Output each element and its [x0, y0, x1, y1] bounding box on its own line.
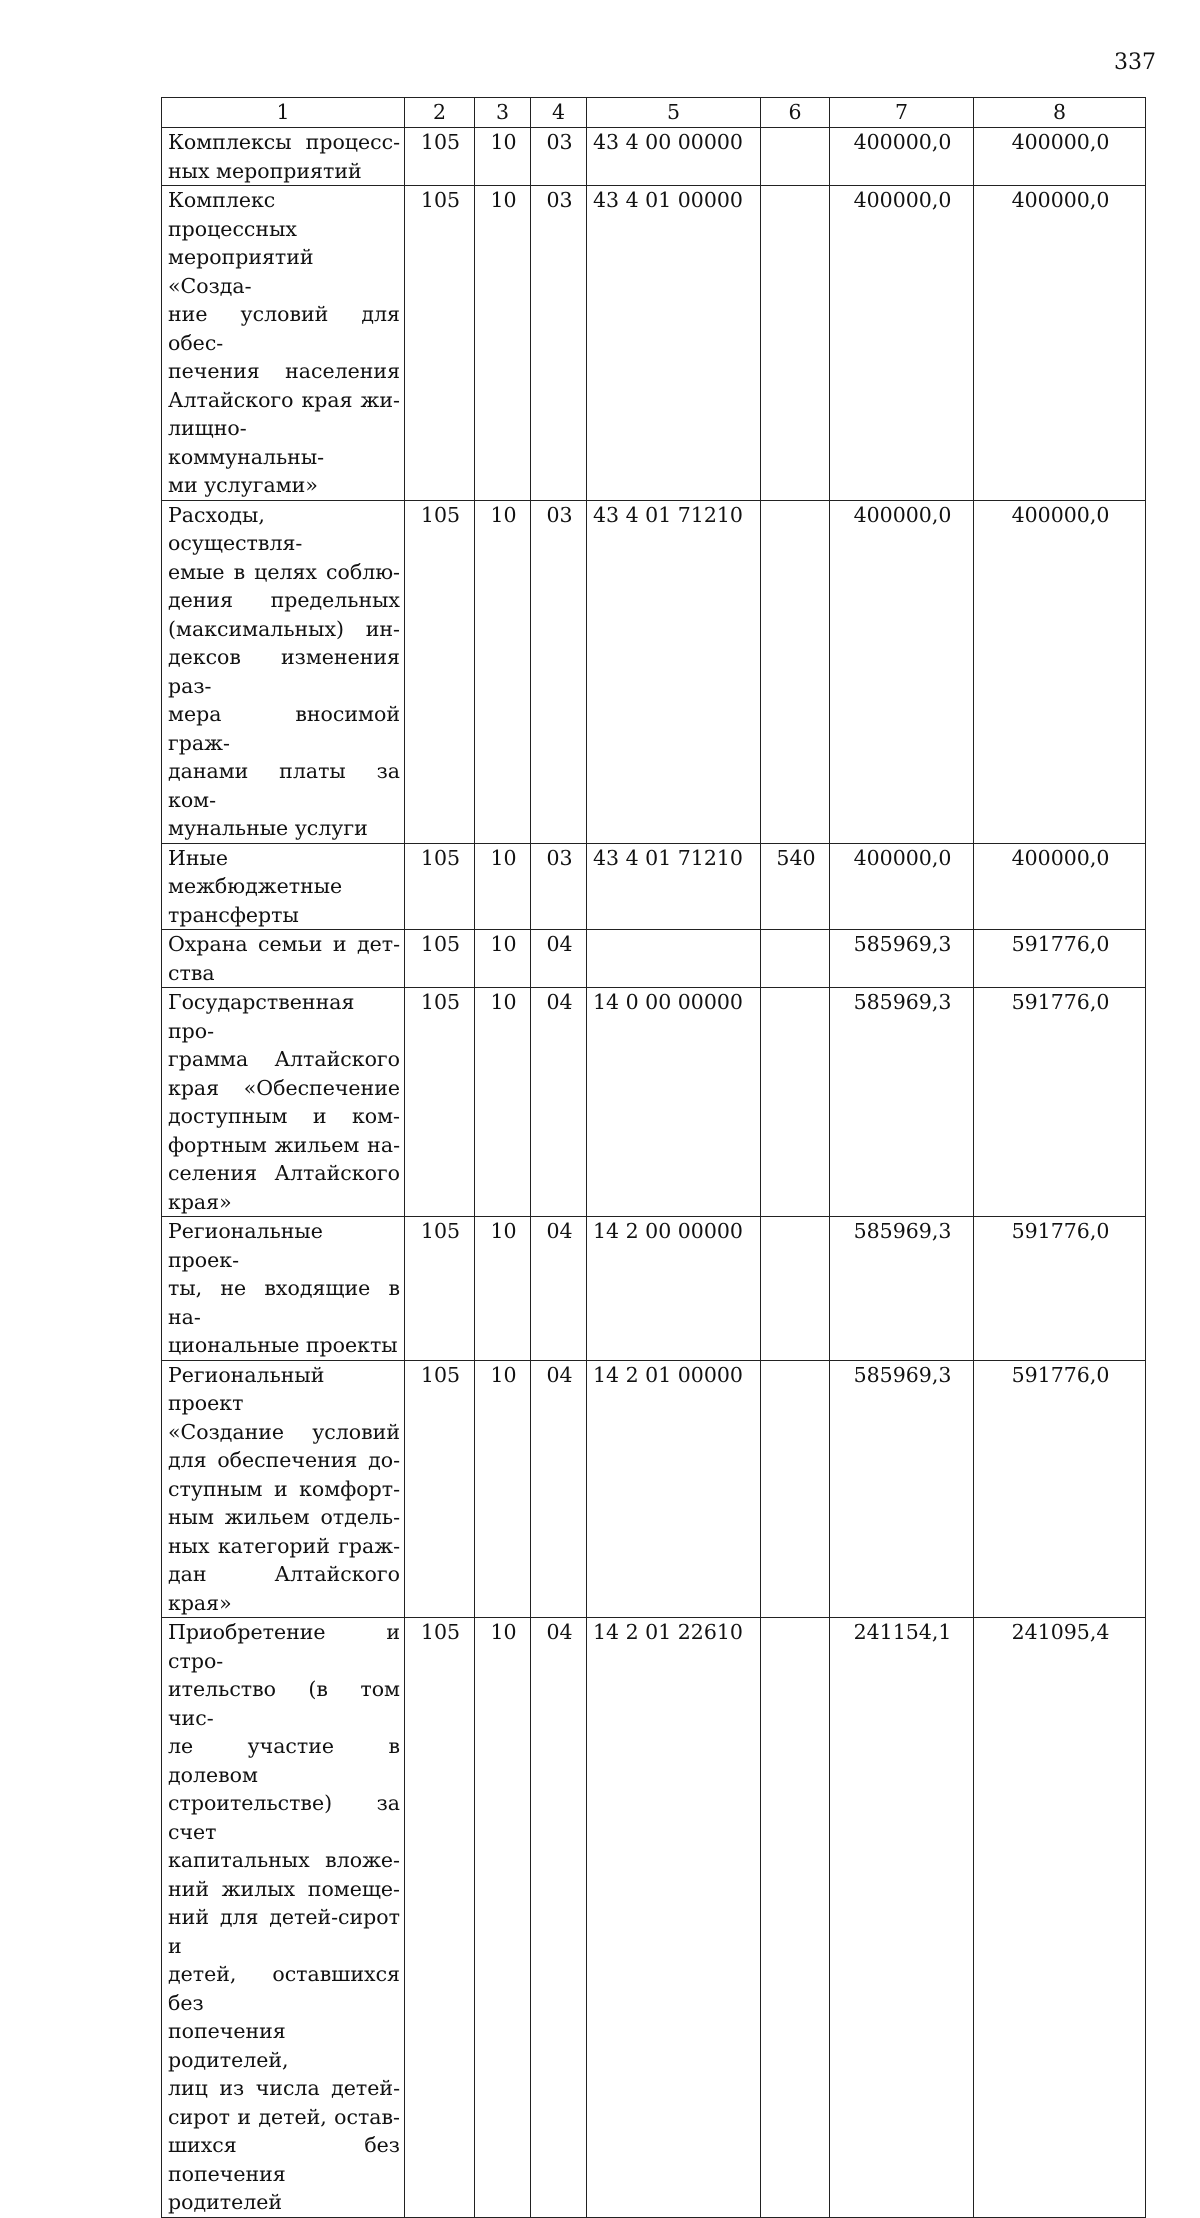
column-header: 1 — [162, 98, 405, 128]
section-code-cell: 10 — [475, 186, 531, 501]
subsection-code-cell: 04 — [531, 1217, 587, 1361]
item-name-line: (максимальных) ин- — [168, 616, 400, 641]
ministry-code-cell: 105 — [405, 1217, 475, 1361]
amount-cell: 241095,4 — [974, 1618, 1146, 2218]
item-name-cell — [162, 988, 405, 1217]
expense-type-cell — [761, 930, 830, 988]
item-name-line: края «Обеспечение — [168, 1075, 400, 1100]
item-name-line: дан Алтайского края» — [168, 1562, 400, 1615]
amount-cell: 591776,0 — [974, 1360, 1146, 1618]
table-row — [162, 843, 1146, 930]
expense-type-cell — [761, 1618, 830, 2218]
amount-cell: 241154,1 — [830, 1618, 974, 2218]
section-code-cell: 10 — [475, 1217, 531, 1361]
item-name-line: ных мероприятий — [168, 158, 362, 183]
item-name-line: ительство (в том чис- — [168, 1677, 400, 1730]
target-article-cell — [587, 930, 761, 988]
item-name-line: лиц из числа детей- — [168, 2076, 400, 2100]
subsection-code-cell: 03 — [531, 128, 587, 186]
target-article-cell: 14 2 01 22610 — [587, 1618, 761, 2218]
section-code-cell: 10 — [475, 843, 531, 930]
target-article-cell: 43 4 01 00000 — [587, 186, 761, 501]
target-article-cell: 14 2 00 00000 — [587, 1217, 761, 1361]
amount-cell: 400000,0 — [830, 500, 974, 843]
amount-cell: 591776,0 — [974, 930, 1146, 988]
ministry-code-cell: 105 — [405, 1360, 475, 1618]
section-code-cell: 10 — [475, 500, 531, 843]
target-article-cell: 14 0 00 00000 — [587, 988, 761, 1217]
amount-cell: 585969,3 — [830, 988, 974, 1217]
section-code-cell: 10 — [475, 930, 531, 988]
column-header: 7 — [830, 98, 974, 128]
section-code-cell: 10 — [475, 1360, 531, 1618]
section-code-cell: 10 — [475, 988, 531, 1217]
item-name-line: ле участие в долевом — [168, 1734, 400, 1787]
expense-type-cell — [761, 500, 830, 843]
target-article-cell: 14 2 01 00000 — [587, 1360, 761, 1618]
header-row — [162, 98, 1146, 128]
item-name-line: детей, оставшихся без — [168, 1962, 400, 2015]
item-name-line: данами платы за ком- — [168, 759, 400, 812]
item-name-line: емые в целях соблю- — [168, 559, 400, 584]
item-name-line: Комплекс процессных — [168, 188, 297, 241]
item-name-line: Иные межбюджетные — [168, 845, 343, 898]
amount-cell: 400000,0 — [974, 186, 1146, 501]
item-name-line: ми услугами» — [168, 473, 318, 497]
item-name-line: печения населения — [168, 359, 400, 383]
ministry-code-cell: 105 — [405, 128, 475, 186]
expense-type-cell — [761, 1360, 830, 1618]
table-row — [162, 128, 1146, 186]
subsection-code-cell: 04 — [531, 930, 587, 988]
ministry-code-cell: 105 — [405, 500, 475, 843]
table-row — [162, 500, 1146, 843]
item-name-line: строительстве) за счет — [168, 1791, 400, 1844]
target-article-cell: 43 4 01 71210 — [587, 500, 761, 843]
item-name-line: мера вносимой граж- — [168, 702, 400, 755]
item-name-cell — [162, 500, 405, 843]
subsection-code-cell: 04 — [531, 1618, 587, 2218]
expense-type-cell — [761, 128, 830, 186]
expense-type-cell — [761, 988, 830, 1217]
table-row — [162, 186, 1146, 501]
item-name-cell — [162, 930, 405, 988]
amount-cell: 591776,0 — [974, 1217, 1146, 1361]
item-name-line: лищно-коммунальны- — [168, 416, 325, 469]
item-name-line: ства — [168, 960, 215, 985]
target-article-cell: 43 4 01 71210 — [587, 843, 761, 930]
subsection-code-cell: 04 — [531, 988, 587, 1217]
subsection-code-cell: 04 — [531, 1360, 587, 1618]
item-name-line: Региональный проект — [168, 1362, 325, 1415]
item-name-line: для обеспечения до- — [168, 1448, 400, 1472]
ministry-code-cell: 105 — [405, 1618, 475, 2218]
item-name-line: сирот и детей, остав- — [168, 2104, 400, 2129]
amount-cell: 400000,0 — [974, 843, 1146, 930]
item-name-cell — [162, 1217, 405, 1361]
item-name-cell — [162, 843, 405, 930]
amount-cell: 400000,0 — [830, 843, 974, 930]
item-name-line: фортным жильем на- — [168, 1132, 400, 1157]
expense-type-cell: 540 — [761, 843, 830, 930]
item-name-line: ступным и комфорт- — [168, 1476, 400, 1501]
item-name-line: капитальных вложе- — [168, 1848, 400, 1872]
amount-cell: 400000,0 — [830, 186, 974, 501]
budget-table — [161, 97, 1146, 2218]
amount-cell: 400000,0 — [974, 500, 1146, 843]
ministry-code-cell: 105 — [405, 930, 475, 988]
table-row — [162, 1618, 1146, 2218]
item-name-line: грамма Алтайского — [168, 1047, 400, 1071]
section-code-cell: 10 — [475, 1618, 531, 2218]
ministry-code-cell: 105 — [405, 988, 475, 1217]
subsection-code-cell: 03 — [531, 186, 587, 501]
item-name-line: доступным и ком- — [168, 1104, 400, 1128]
item-name-line: Приобретение и стро- — [168, 1620, 400, 1673]
item-name-line: Алтайского края жи- — [168, 387, 400, 412]
column-header: 2 — [405, 98, 475, 128]
section-code-cell: 10 — [475, 128, 531, 186]
item-name-line: «Создание условий — [168, 1419, 400, 1444]
item-name-line: дения предельных — [168, 588, 400, 612]
item-name-line: мунальные услуги — [168, 816, 368, 840]
item-name-line: Комплексы процесс- — [168, 130, 400, 154]
expense-type-cell — [761, 186, 830, 501]
table-row — [162, 988, 1146, 1217]
item-name-line: Региональные проек- — [168, 1219, 323, 1272]
item-name-cell — [162, 128, 405, 186]
page-number: 337 — [1114, 50, 1156, 75]
column-header: 5 — [587, 98, 761, 128]
item-name-line: циональные проекты — [168, 1333, 398, 1357]
column-header: 3 — [475, 98, 531, 128]
item-name-line: родителей — [168, 2190, 283, 2214]
item-name-line: шихся без попечения — [168, 2133, 400, 2186]
item-name-line: края» — [168, 1189, 232, 1214]
item-name-line: ным жильем отдель- — [168, 1505, 400, 1529]
column-header: 8 — [974, 98, 1146, 128]
amount-cell: 591776,0 — [974, 988, 1146, 1217]
item-name-line: попечения родителей, — [168, 2019, 289, 2072]
item-name-line: ний для детей-сирот и — [168, 1905, 400, 1958]
item-name-line: мероприятий «Созда- — [168, 245, 314, 298]
column-header: 6 — [761, 98, 830, 128]
table-body — [162, 128, 1146, 2218]
column-header: 4 — [531, 98, 587, 128]
table-row — [162, 1360, 1146, 1618]
item-name-cell — [162, 186, 405, 501]
item-name-line: Охрана семьи и дет- — [168, 932, 400, 956]
item-name-line: трансферты — [168, 902, 299, 927]
amount-cell: 585969,3 — [830, 930, 974, 988]
item-name-line: селения Алтайского — [168, 1161, 400, 1185]
target-article-cell: 43 4 00 00000 — [587, 128, 761, 186]
subsection-code-cell: 03 — [531, 500, 587, 843]
table-row — [162, 930, 1146, 988]
item-name-cell — [162, 1618, 405, 2218]
amount-cell: 400000,0 — [830, 128, 974, 186]
item-name-cell — [162, 1360, 405, 1618]
subsection-code-cell: 03 — [531, 843, 587, 930]
table-row — [162, 1217, 1146, 1361]
amount-cell: 400000,0 — [974, 128, 1146, 186]
item-name-line: ний жилых помеще- — [168, 1876, 400, 1901]
item-name-line: Государственная про- — [168, 990, 355, 1043]
ministry-code-cell: 105 — [405, 843, 475, 930]
item-name-line: ты, не входящие в на- — [168, 1276, 400, 1329]
ministry-code-cell: 105 — [405, 186, 475, 501]
item-name-line: Расходы, осуществля- — [168, 502, 303, 555]
item-name-line: дексов изменения раз- — [168, 645, 400, 698]
amount-cell: 585969,3 — [830, 1217, 974, 1361]
amount-cell: 585969,3 — [830, 1360, 974, 1618]
item-name-line: ных категорий граж- — [168, 1533, 400, 1558]
item-name-line: ние условий для обес- — [168, 302, 400, 355]
expense-type-cell — [761, 1217, 830, 1361]
